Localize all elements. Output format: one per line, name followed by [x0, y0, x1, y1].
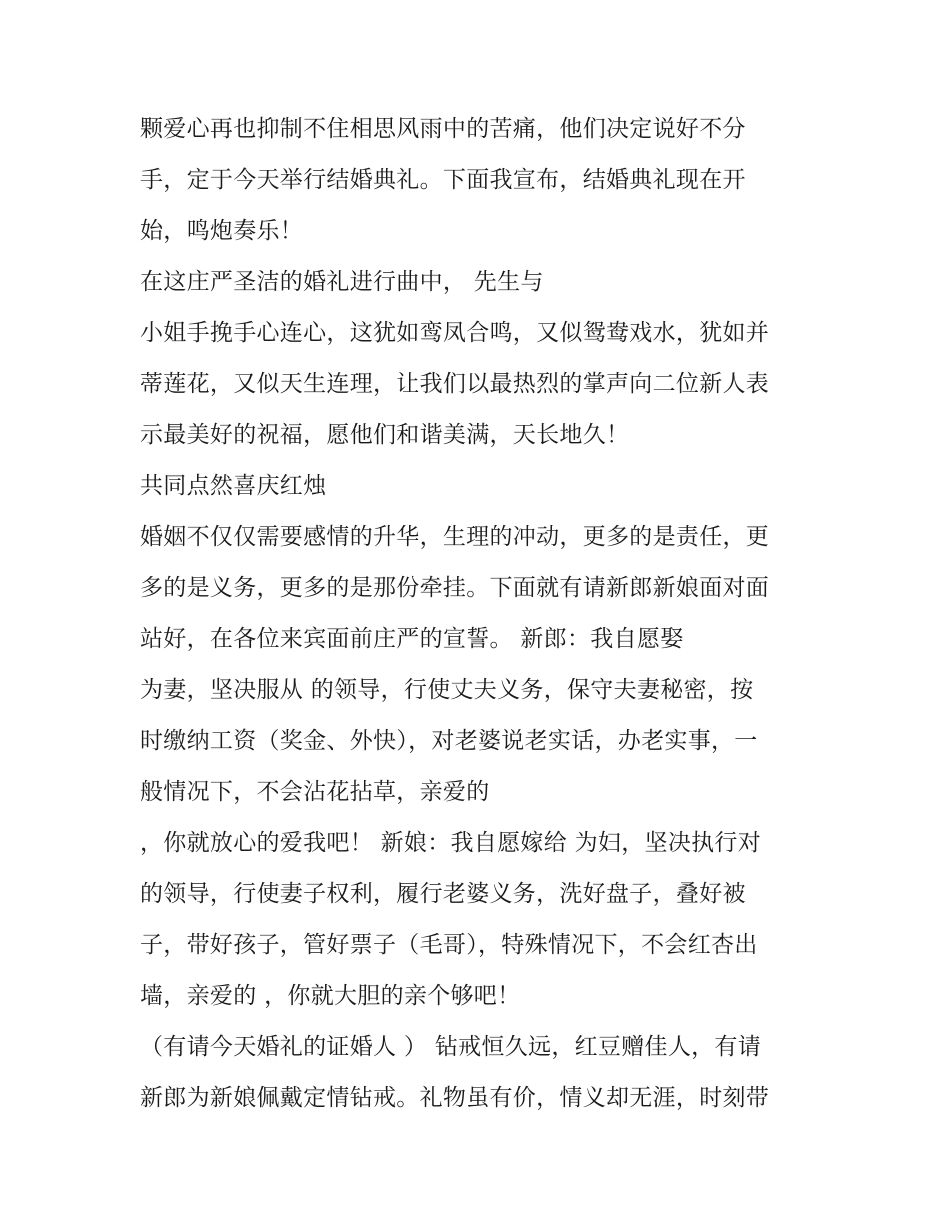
text-line: 共同点然喜庆红烛: [140, 473, 327, 499]
text-line: ，你就放心的爱我吧！ 新娘：我自愿嫁给 为妇，坚决执行对: [140, 830, 762, 856]
text-line: 示最美好的祝福，愿他们和谐美满，天长地久！: [140, 422, 630, 448]
text-line: 婚姻不仅仅需要感情的升华，生理的冲动，更多的是责任，更: [140, 524, 770, 550]
text-line: 子，带好孩子，管好票子（毛哥），特殊情况下，不会红杏出: [140, 932, 758, 958]
text-line: （有请今天婚礼的证婚人 ） 钻戒恒久远，红豆赠佳人，有请: [140, 1034, 762, 1060]
text-line: 墙，亲爱的 ，你就大胆的亲个够吧！: [140, 983, 521, 1009]
text-line: 的领导，行使妻子权利，履行老婆义务，洗好盘子，叠好被: [140, 881, 746, 907]
text-line: 时缴纳工资（奖金、外快），对老婆说老实话，办老实事，一: [140, 728, 758, 754]
text-line: 新郎为新娘佩戴定情钻戒。礼物虽有价，情义却无涯，时刻带: [140, 1085, 770, 1111]
text-line: 小姐手挽手心连心，这犹如鸾凤合鸣，又似鸳鸯戏水，犹如并: [140, 320, 770, 346]
text-line: 为妻，坚决服从 的领导，行使丈夫义务，保守夫妻秘密，按: [140, 677, 754, 703]
text-line: 蒂莲花，又似天生连理，让我们以最热烈的掌声向二位新人表: [140, 371, 770, 397]
body-text: [140, 104, 830, 1124]
text-line: 般情况下，不会沾花拈草，亲爱的: [140, 779, 490, 805]
text-line: 多的是义务，更多的是那份牵挂。下面就有请新郎新娘面对面: [140, 575, 770, 601]
text-line: 站好，在各位来宾面前庄严的宣誓。 新郎：我自愿娶: [140, 626, 684, 652]
text-line: 颗爱心再也抑制不住相思风雨中的苦痛，他们决定说好不分: [140, 116, 746, 142]
text-line: 手，定于今天举行结婚典礼。下面我宣布，结婚典礼现在开: [140, 167, 746, 193]
text-line: 始，鸣炮奏乐！: [140, 218, 304, 244]
text-line: 在这庄严圣洁的婚礼进行曲中， 先生与: [140, 269, 544, 295]
